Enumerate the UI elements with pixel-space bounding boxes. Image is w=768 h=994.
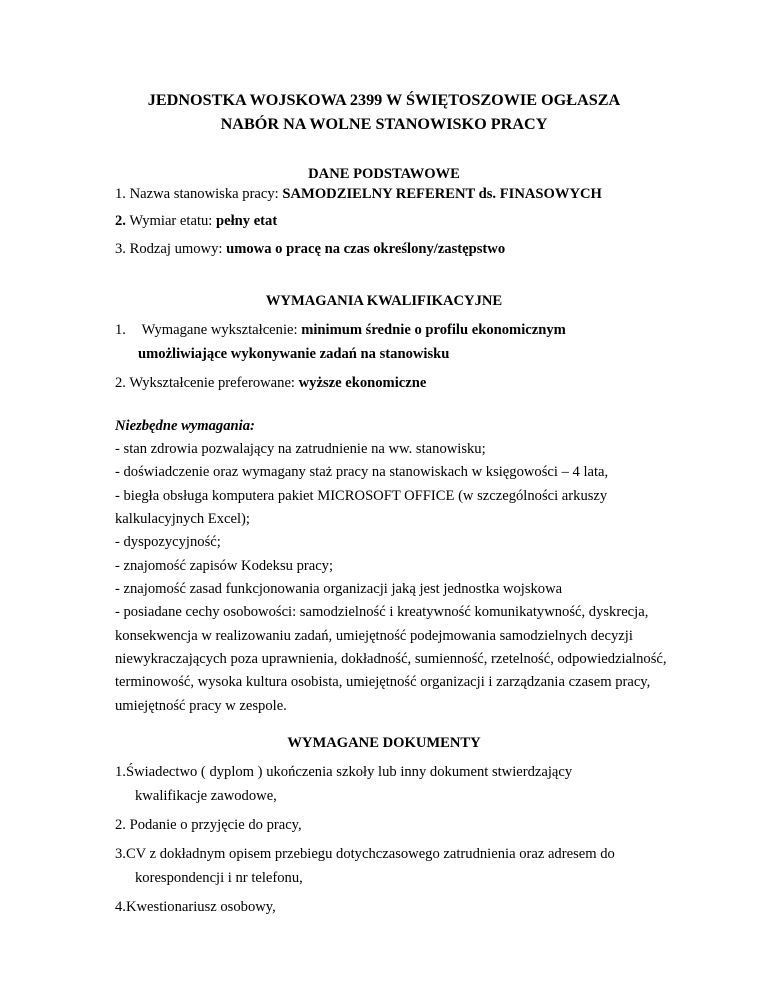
qualification-item-2-number: 2. — [115, 375, 126, 391]
qualification-item-1-number: 1. — [115, 322, 126, 338]
requirement-line-10: niewykraczających poza uprawnienia, dokładność, sumienność, rzetelność, odpowiedzialność, — [115, 651, 667, 667]
section-heading-qualifications: WYMAGANIA KWALIFIKACYJNE — [265, 293, 503, 309]
basic-item-3-value: umowa o pracę na czas określony/zastępstwo — [226, 241, 506, 257]
document-item-1-number: 1. — [115, 764, 126, 780]
qualification-item-1-label: Wymagane wykształcenie: — [141, 322, 302, 338]
qualification-item-1 — [115, 321, 566, 339]
requirement-line-8: - posiadane cechy osobowości: samodzielność i kreatywność komunikatywność, dyskrecja, — [115, 604, 649, 620]
qualification-item-2 — [115, 374, 426, 392]
document-item-3 — [115, 845, 615, 863]
basic-item-2-label: Wymiar etatu: — [129, 213, 216, 229]
document-item-1-continuation: kwalifikacje zawodowe, — [135, 788, 277, 804]
document-item-3-number: 3. — [115, 846, 126, 862]
basic-item-2-number: 2. — [115, 213, 126, 229]
requirement-line-6: - znajomość zapisów Kodeksu pracy; — [115, 558, 334, 574]
document-item-1-text: Świadectwo ( dyplom ) ukończenia szkoły lub inny dokument stwierdzający — [125, 764, 573, 780]
basic-item-3-label: Rodzaj umowy: — [129, 241, 227, 257]
document-item-4-text: Kwestionariusz osobowy, — [125, 899, 276, 915]
requirement-line-9: konsekwencja w realizowaniu zadań, umiejętność podejmowania samodzielnych decyzji — [115, 628, 633, 644]
qualification-item-1-value-line-2: umożliwiające wykonywanie zadań na stanowisku — [138, 346, 450, 362]
basic-item-2-value: pełny etat — [216, 213, 278, 229]
document-title-line-1: JEDNOSTKA WOJSKOWA 2399 W ŚWIĘTOSZOWIE OGŁASZA — [147, 91, 621, 109]
requirements-heading: Niezbędne wymagania: — [115, 418, 255, 434]
requirement-line-1: - stan zdrowia pozwalający na zatrudnienie na ww. stanowisku; — [115, 441, 486, 457]
requirement-line-11: terminowość, wysoka kultura osobista, umiejętność organizacji i zarządzania czasem pracy, — [115, 674, 651, 690]
document-item-2-text: Podanie o przyjęcie do pracy, — [125, 817, 302, 833]
requirement-line-7: - znajomość zasad funkcjonowania organizacji jaką jest jednostka wojskowa — [115, 581, 563, 597]
document-item-3-continuation: korespondencji i nr telefonu, — [135, 870, 303, 886]
requirement-line-4: kalkulacyjnych Excel); — [115, 511, 250, 527]
qualification-item-2-label: Wykształcenie preferowane: — [129, 375, 299, 391]
document-item-1 — [115, 763, 572, 781]
basic-item-3-number: 3. — [115, 241, 126, 257]
document-item-4-number: 4. — [115, 899, 126, 915]
basic-item-3 — [115, 240, 505, 258]
basic-item-2 — [115, 212, 277, 230]
document-item-2 — [115, 816, 302, 834]
qualification-item-2-value: wyższe ekonomiczne — [298, 375, 427, 391]
document-item-4 — [115, 898, 276, 916]
basic-item-1-label: Nazwa stanowiska pracy: — [129, 186, 283, 202]
requirement-line-3: - biegła obsługa komputera pakiet MICROSOFT OFFICE (w szczególności arkuszy — [115, 488, 608, 504]
basic-item-1-value: SAMODZIELNY REFERENT ds. FINASOWYCH — [282, 186, 602, 202]
basic-item-1-number: 1. — [115, 186, 126, 202]
qualification-item-1-value-line-1: minimum średnie o profilu ekonomicznym — [301, 322, 566, 338]
section-heading-basic: DANE PODSTAWOWE — [308, 166, 460, 182]
document-item-2-number: 2. — [115, 817, 126, 833]
basic-item-1 — [115, 185, 602, 203]
requirement-line-12: umiejętność pracy w zespole. — [115, 698, 287, 714]
requirement-line-2: - doświadczenie oraz wymagany staż pracy na stanowiskach w księgowości – 4 lata, — [115, 464, 609, 480]
document-title-line-2: NABÓR NA WOLNE STANOWISKO PRACY — [220, 115, 548, 133]
document-item-3-text: CV z dokładnym opisem przebiegu dotychczasowego zatrudnienia oraz adresem do — [125, 846, 615, 862]
section-heading-documents: WYMAGANE DOKUMENTY — [287, 735, 481, 751]
requirement-line-5: - dyspozycyjność; — [115, 534, 221, 550]
